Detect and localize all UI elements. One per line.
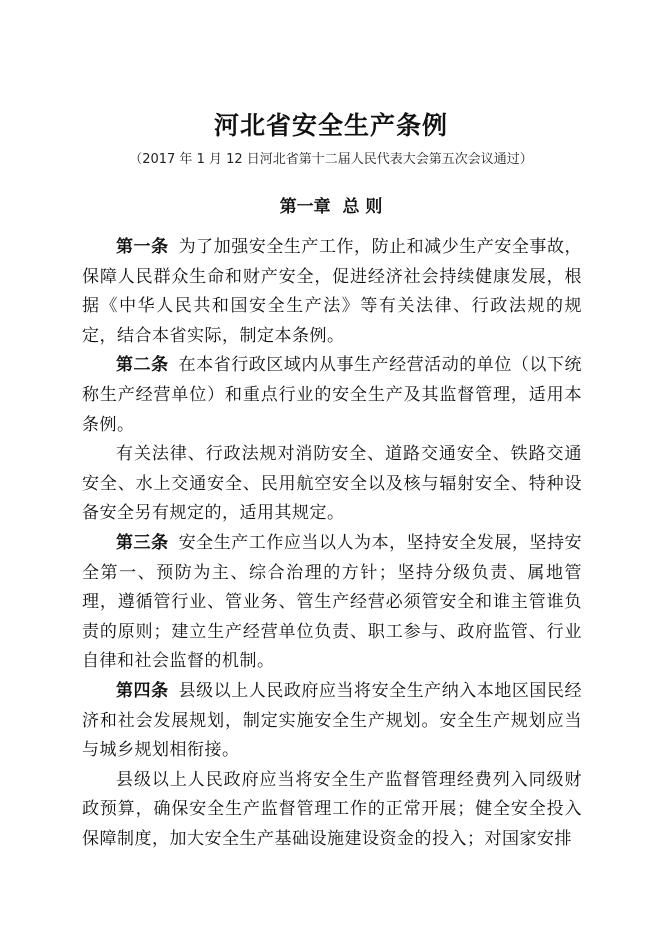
paragraph-article-4-clause-2 xyxy=(82,766,582,855)
paragraph-article-1 xyxy=(82,233,582,351)
paragraph-article-2 xyxy=(82,351,582,440)
chapter-heading: 第一章 总 则 xyxy=(279,197,383,217)
paragraph-text: 县级以上人民政府应当将安全生产纳入本地区国民经济和社会发展规划，制定实施安全生产规划。安全生产规划应当与城乡规划相衔接。 xyxy=(82,680,583,761)
paragraph-article-3 xyxy=(82,529,582,677)
article-label: 第四条 xyxy=(116,680,169,701)
paragraph-article-4 xyxy=(82,677,582,766)
article-label: 第一条 xyxy=(116,237,169,257)
article-label: 第二条 xyxy=(116,355,169,376)
article-label: 第三条 xyxy=(116,532,169,553)
paragraph-text: 县级以上人民政府应当将安全生产监督管理经费列入同级财政预算，确保安全生产监督管理工作的正常开展；健全安全投入保障制度，加大安全生产基础设施建设资金的投入；对国家安排 xyxy=(82,769,582,849)
paragraph-text: 在本省行政区域内从事生产经营活动的单位（以下统称生产经营单位）和重点行业的安全生产及其监督管理，适用本条例。 xyxy=(82,355,583,435)
document-subtitle: （2017 年 1 月 12 日河北省第十二届人民代表大会第五次会议通过） xyxy=(129,152,533,167)
paragraph-article-2-clause-2 xyxy=(82,440,582,529)
paragraph-text: 为了加强安全生产工作，防止和减少生产安全事故，保障人民群众生命和财产安全，促进经济社会持续健康发展，根据《中华人民共和国安全生产法》等有关法律、行政法规的规定，结合本省实际，制定本条例。 xyxy=(82,237,583,346)
document-body xyxy=(82,233,582,854)
document-title: 河北省安全生产条例 xyxy=(213,111,448,140)
paragraph-text: 安全生产工作应当以人为本，坚持安全发展，坚持安全第一、预防为主、综合治理的方针；坚持分级负责、属地管理，遵循管行业、管业务、管生产经营必须管安全和谁主管谁负责的原则；建立生产经营单位负责、职工参与、政府监管、行业自律和社会监督的机制。 xyxy=(82,532,583,672)
paragraph-text: 有关法律、行政法规对消防安全、道路交通安全、铁路交通安全、水上交通安全、民用航空安全以及核与辐射安全、特种设备安全另有规定的，适用其规定。 xyxy=(82,444,582,524)
